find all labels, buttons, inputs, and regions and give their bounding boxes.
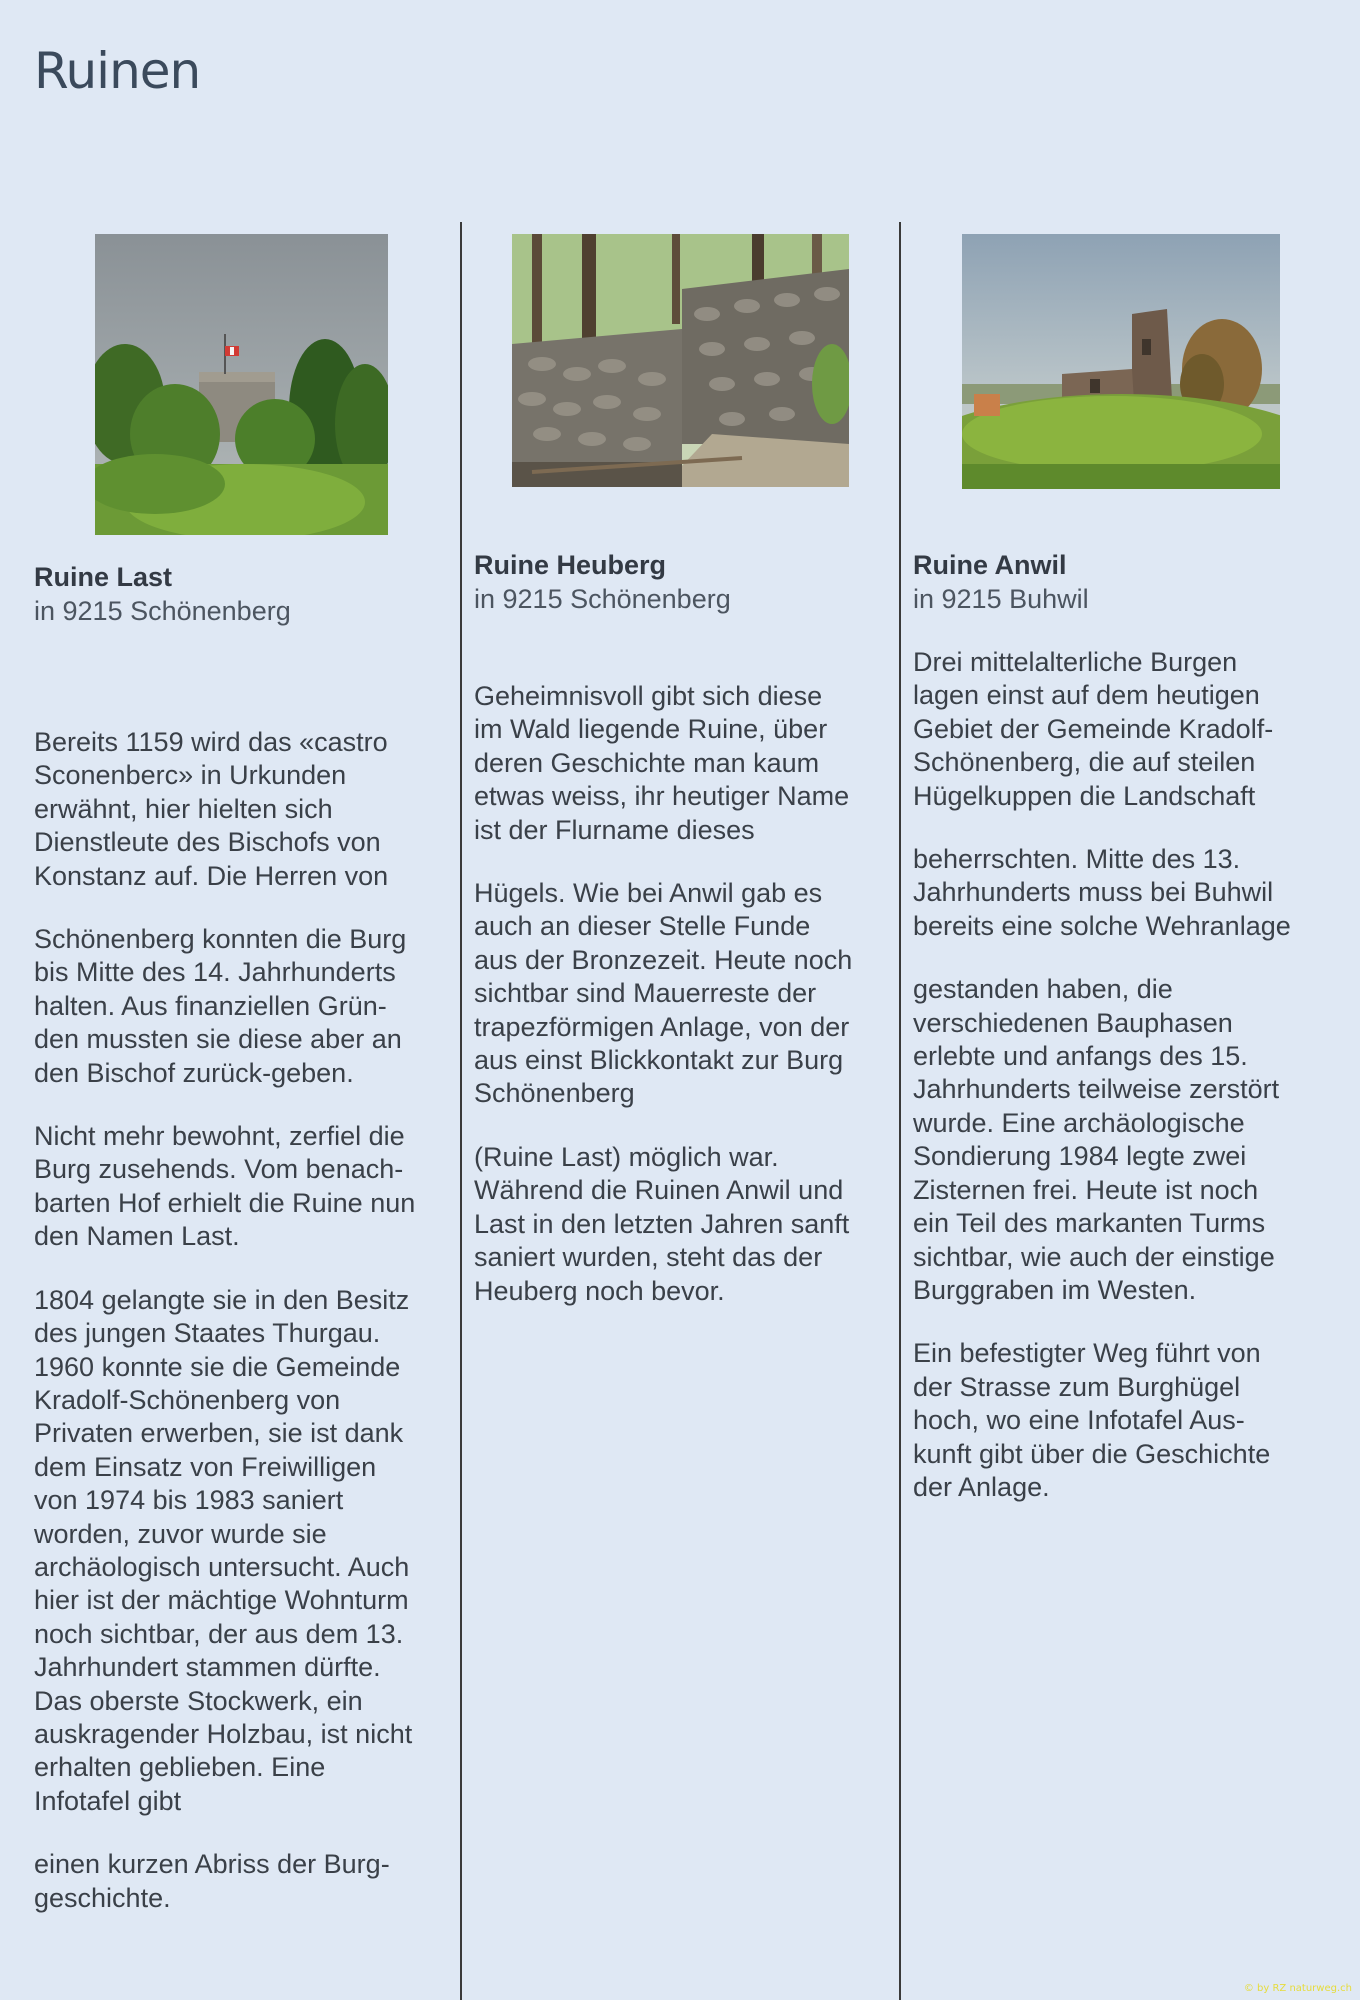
- ruin-location: in 9215 Schönenberg: [474, 584, 731, 614]
- paragraph: Nicht mehr bewohnt, zerfiel die Burg zusehends. Vom benach- barten Hof erhielt die Ruine nun den Namen Last.: [34, 1121, 416, 1252]
- paragraph: gestanden haben, die verschiedenen Bauphasen erlebte und anfangs des 15. Jahrhunderts teilweise zerstört wurde. Eine archäologische Sondierung 1984 legte zwei Zisternen frei. Heute ist noch ein Teil des markanten Turms sichtbar, wie auch der einstige Burggraben im Westen.: [913, 974, 1280, 1305]
- paragraph: Schönenberg konnten die Burg bis Mitte des 14. Jahrhunderts halten. Aus finanziellen Grün- den mussten sie diese aber an den Bischof zurück-geben.: [34, 924, 407, 1088]
- ruin-name: Ruine Anwil: [913, 550, 1067, 580]
- ruin-location: in 9215 Buhwil: [913, 584, 1089, 614]
- column-divider-1: [460, 222, 462, 2000]
- ruin-location: in 9215 Schönenberg: [34, 596, 291, 626]
- paragraph: einen kurzen Abriss der Burg- geschichte.: [34, 1849, 390, 1913]
- ruin-description: [913, 646, 1291, 1534]
- photo-ruine-heuberg: [512, 234, 849, 487]
- paragraph: 1804 gelangte sie in den Besitz des jungen Staates Thurgau. 1960 konnte sie die Gemeinde Kradolf-Schönenberg von Privaten erwerben, sie ist dank dem Einsatz von Freiwilligen von 1974 bis 1983 saniert worden, zuvor wurde sie archäologisch untersucht. Auch hier ist der mächtige Wohnturm noch sichtbar, der aus dem 13. Jahrhundert stammen dürfte. Das oberste Stockwerk, ein auskragender Holzbau, ist nicht erhalten geblieben. Eine Infotafel gibt: [34, 1284, 413, 1816]
- paragraph: Geheimnisvoll gibt sich diese im Wald liegende Ruine, über deren Geschichte man kaum etwas weiss, ihr heutiger Name ist der Flurname dieses: [474, 681, 850, 845]
- paragraph: Hügels. Wie bei Anwil gab es auch an dieser Stelle Funde aus der Bronzezeit. Heute noch sichtbar sind Mauerreste der trapezförmigen Anlage, von der aus einst Blickkontakt zur Burg Schönenberg: [474, 878, 853, 1109]
- column-divider-2: [899, 222, 901, 2000]
- paragraph: Bereits 1159 wird das «castro Sconenberc» in Urkunden erwähnt, hier hielten sich Dienstleute des Bischofs von Konstanz auf. Die Herren von: [34, 727, 389, 891]
- photo-ruine-last: [95, 234, 388, 535]
- paragraph: Drei mittelalterliche Burgen lagen einst auf dem heutigen Gebiet der Gemeinde Kradolf- Schönenberg, die auf steilen Hügelkuppen die Landschaft: [913, 647, 1274, 811]
- paragraph: beherrschten. Mitte des 13. Jahrhunderts muss bei Buhwil bereits eine solche Wehranlage: [913, 844, 1291, 941]
- ruin-name: Ruine Heuberg: [474, 550, 667, 580]
- paragraph: Ein befestigter Weg führt von der Strasse zum Burghügel hoch, wo eine Infotafel Aus- kunft gibt über die Geschichte der Anlage.: [913, 1338, 1271, 1502]
- ruin-name: Ruine Last: [34, 562, 173, 592]
- ruin-description: [474, 680, 852, 1338]
- photo-ruine-anwil: [962, 234, 1280, 489]
- copyright-notice: © by RZ naturweg.ch: [1243, 1983, 1352, 1994]
- page-title: Ruinen: [34, 42, 201, 100]
- ruin-description: [34, 726, 415, 1945]
- paragraph: (Ruine Last) möglich war. Während die Ruinen Anwil und Last in den letzten Jahren sanft saniert wurden, steht das der Heuberg noch bevor.: [474, 1141, 850, 1306]
